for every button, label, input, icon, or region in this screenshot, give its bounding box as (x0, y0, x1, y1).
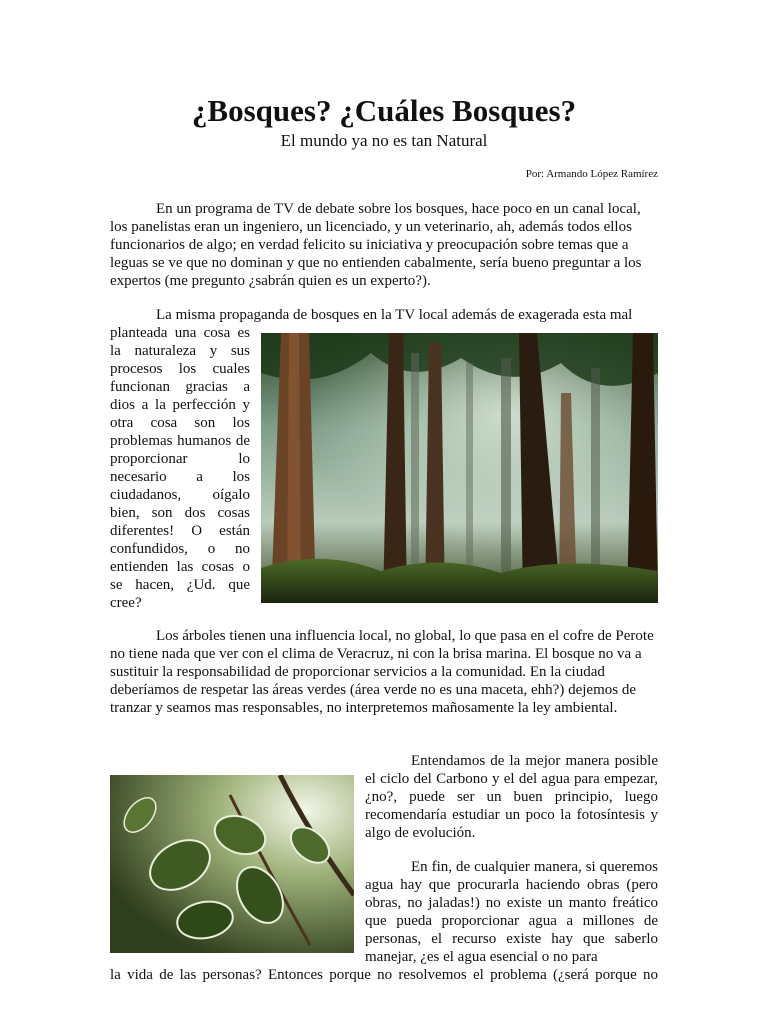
paragraph-1: En un programa de TV de debate sobre los bosques, hace poco en un canal local, los panelistas eran un ingeniero, un licenciado, y un veterinario, ah, además todos ellos funcionarios de algo; en verdad felicito su iniciativa y preocupación sobre temas que a leguas se ve que no dominan y que no entienden cabalmente, sería bueno preguntar a los expertos (me pregunto ¿sabrán quien es un experto?). (110, 201, 642, 289)
paragraph-2-lead: La misma propaganda de bosques en la TV local además de exagerada esta mal (156, 307, 633, 323)
paragraph-4: Entendamos de la mejor manera posible el ciclo del Carbono y el del agua para empezar, ¿no?, puede ser un buen principio, luego recomendaría estudiar un poco la fotosíntesis y algo de evolución. (365, 753, 658, 841)
paragraph-3: Los árboles tienen una influencia local, no global, lo que pasa en el cofre de Perote no tiene nada que ver con el clima de Veracruz, ni con la brisa marina. El bosque no va a sustituir la responsabilidad de proporcionar servicios a la comunidad. En la ciudad deberíamos de respetar las áreas verdes (área verde no es una maceta, ehh?) dejemos de tranzar y seamos mas responsables, no interpretemos mañosamente la ley ambiental. (110, 628, 654, 716)
paragraph-5: En fin, de cualquier manera, si queremos agua hay que procurarla haciendo obras (pero obras, no jaladas!) no existe un manto freático que pueda proporcionar agua a millones de personas, el recurso existe hay que saberlo manejar, ¿es el agua esencial o no para (365, 859, 658, 965)
paragraph-2-wrapped: planteada una cosa es la naturaleza y sus procesos los cuales funcionan gracias a dios a la perfección y otra cosa son los problemas humanos de proporcionar lo necesario a los ciudadanos, oígalo bien, son dos cosas diferentes! O están confundidos, o no entienden las cosas o se hacen, ¿Ud. que cree? (110, 325, 250, 611)
frosted-leaves-photo (110, 775, 354, 953)
document-title: ¿Bosques? ¿Cuáles Bosques? (191, 93, 577, 128)
document-subtitle: El mundo ya no es tan Natural (280, 131, 488, 150)
author-byline: Por: Armando López Ramírez (525, 168, 658, 180)
paragraph-5-continued: la vida de las personas? Entonces porque no resolvemos el problema (¿será porque no (110, 967, 658, 983)
forest-photo (261, 333, 658, 603)
